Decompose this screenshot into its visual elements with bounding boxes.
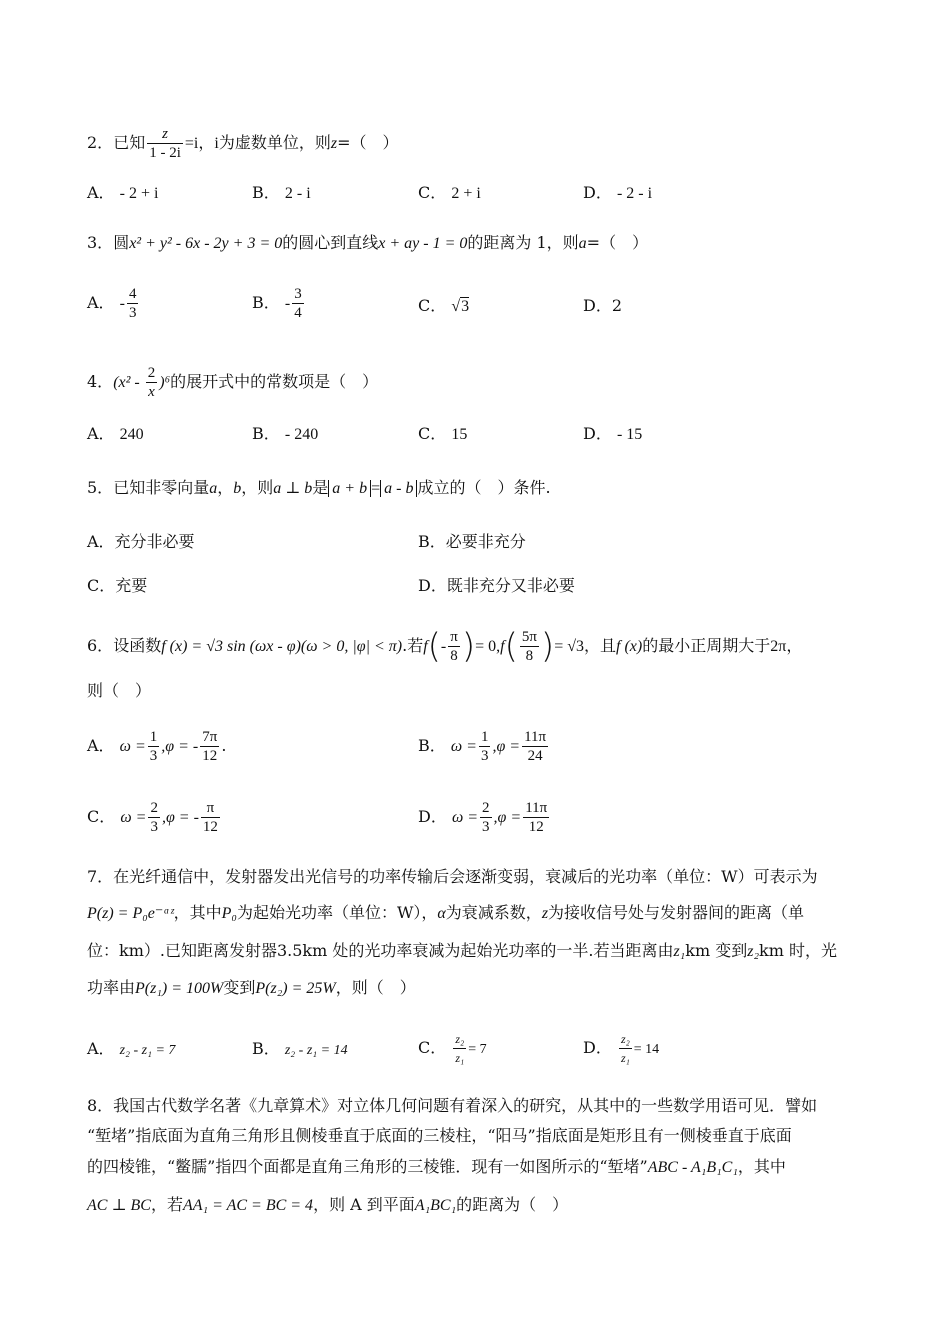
question-8-line-2: “堑堵”指底面为直角三角形且侧棱垂直于底面的三棱柱，“阳马”指底面是矩形且有一侧棱垂直于底面 — [87, 1126, 792, 1145]
q3-option-a: A． - $\frac{4}{3}$ — [87, 286, 137, 321]
question-8-line-1: 8．我国古代数学名著《九章算术》对立体几何问题有着深入的研究，从其中的一些数学用语可见．譬如 — [87, 1096, 818, 1115]
question-8-line-4: AC ⊥ BC，若AA₁ = AC = BC = 4，则 A 到平面A₁BC₁的距离为（ ） — [87, 1195, 569, 1214]
question-5: 5．已知非零向量a，b，则a ⊥ b是 a + b = a - b 成立的（ ）条件. — [87, 478, 551, 497]
q7-option-d: D． $\frac{\text{z₂}}{\text{z₁}}$ = 14 — [583, 1032, 660, 1065]
q6-option-c: C． ω = $\frac{2}{3}$ ,φ = - $\frac{\pi}{12}$ — [87, 800, 218, 835]
q6-option-d: D． ω = $\frac{2}{3}$ ,φ = $\frac{11\pi}{12}$ — [418, 800, 548, 835]
q4-option-c: C． 15 — [418, 424, 468, 443]
q3-option-b: B． - $\frac{3}{4}$ — [252, 286, 302, 321]
question-4: 4．(x² - $\frac{2}{x}$ )⁶的展开式中的常数项是（ ） — [87, 365, 379, 400]
q4-option-d: D． - 15 — [583, 424, 643, 443]
q2-option-b: B． 2 - i — [252, 183, 311, 202]
q5-option-d: D．既非充分又非必要 — [418, 576, 575, 595]
q2-option-d: D． - 2 - i — [583, 183, 653, 202]
q2-option-a: A． - 2 + i — [87, 183, 159, 202]
q7-option-a: A． z₂ - z₁ = 7 — [87, 1039, 176, 1058]
question-8-line-3: 的四棱锥，“鳖臑”指四个面都是直角三角形的三棱锥．现有一如图所示的“堑堵”ABC - A₁B₁C₁，其中 — [87, 1157, 786, 1176]
q4-option-a: A． 240 — [87, 424, 144, 443]
q5-option-b: B．必要非充分 — [418, 532, 526, 551]
q6-option-b: B． ω = $\frac{1}{3}$ ,φ = $\frac{11\pi}{24}$ — [418, 729, 547, 764]
q5-option-a: A．充分非必要 — [87, 532, 195, 551]
question-7-line-1: 7．在光纤通信中，发射器发出光信号的功率传输后会逐渐变弱，衰减后的光功率（单位：W）可表示为 — [87, 867, 818, 886]
question-7-line-3: 位：km）.已知距离发射器3.5km 处的光功率衰减为起始光功率的一半.若当距离由z₁km 变到z₂km 时，光 — [87, 941, 837, 960]
q4-option-b: B． - 240 — [252, 424, 319, 443]
q5-option-c: C．充要 — [87, 576, 148, 595]
fraction: $\frac{z}{1 - 2i}$ — [149, 126, 181, 161]
question-7-line-2: P(z) = P₀e⁻ᵅᶻ，其中P₀为起始光功率（单位：W），α为衰减系数，z为接收信号处与发射器间的距离（单 — [87, 903, 805, 922]
q3-option-d: D．2 — [583, 296, 623, 315]
question-7-line-4: 功率由P(z₁) = 100W变到P(z₂) = 25W，则（ ） — [87, 978, 416, 997]
question-3: 3．圆x² + y² - 6x - 2y + 3 = 0的圆心到直线x + ay - 1 = 0的距离为 1，则a=（ ） — [87, 233, 649, 252]
q6-option-a: A． ω = $\frac{1}{3}$ ,φ = - $\frac{7\pi}{12}$ . — [87, 729, 227, 764]
q7-option-b: B． z₂ - z₁ = 14 — [252, 1039, 348, 1058]
question-6-line-2: 则（ ） — [87, 681, 152, 700]
question-2: 2．已知 $\frac{z}{1 - 2i}$ =i，i为虚数单位，则z=（ ） — [87, 126, 399, 161]
q7-option-c: C． $\frac{\text{z₂}}{\text{z₁}}$ = 7 — [418, 1032, 487, 1065]
question-6: 6．设函数f (x) = √3 sin (ωx - φ)(ω > 0, |φ| < π).若f(- $\frac{\pi}{8}$ )= 0,f( $\frac{5\pi}{8}$ )= √3，且f (x)的最小正周期大于2π， — [87, 626, 803, 667]
q2-option-c: C． 2 + i — [418, 183, 481, 202]
q3-option-c: C． √3 — [418, 296, 470, 315]
